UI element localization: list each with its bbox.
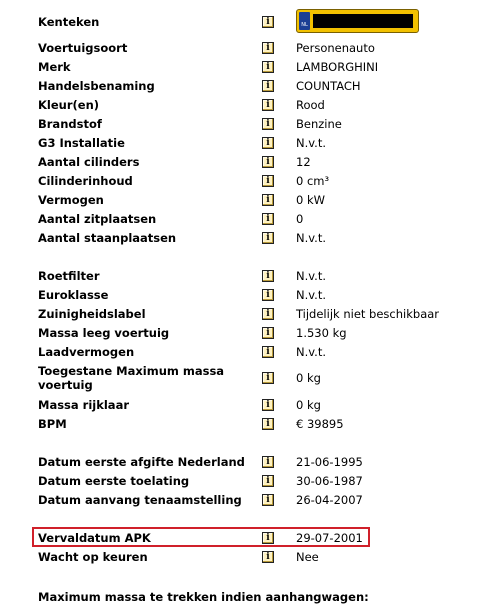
row-value: 29-07-2001 <box>296 530 363 545</box>
info-icon[interactable]: i <box>262 308 274 320</box>
info-icon[interactable]: i <box>262 399 274 411</box>
row-cilinderinhoud <box>0 171 482 190</box>
row-label: Aantal zitplaatsen <box>38 211 157 226</box>
row-voertuigsoort <box>0 38 482 57</box>
row-label: Datum aanvang tenaamstelling <box>38 492 242 507</box>
row-value: 26-04-2007 <box>296 492 363 507</box>
row-label: Kleur(en) <box>38 97 100 112</box>
row-value: Rood <box>296 97 325 112</box>
row-label: BPM <box>38 416 67 431</box>
row-label: Kenteken <box>38 14 100 29</box>
row-brandstof <box>0 114 482 133</box>
info-icon[interactable]: i <box>262 175 274 187</box>
row-label: Massa leeg voertuig <box>38 325 170 340</box>
row-label: Wacht op keuren <box>38 549 148 564</box>
row-g3-installatie <box>0 133 482 152</box>
eu-flag-icon: NL <box>299 12 310 30</box>
row-value: 1.530 kg <box>296 325 347 340</box>
info-icon[interactable]: i <box>262 118 274 130</box>
row-value: 21-06-1995 <box>296 454 363 469</box>
info-icon[interactable]: i <box>262 494 274 506</box>
row-handelsbenaming <box>0 76 482 95</box>
row-datum-eerste-afgifte <box>0 452 482 471</box>
row-value: Benzine <box>296 116 342 131</box>
row-value: 0 <box>296 211 304 226</box>
info-icon[interactable]: i <box>262 80 274 92</box>
row-value: € 39895 <box>296 416 344 431</box>
row-vermogen <box>0 190 482 209</box>
row-label: Aantal cilinders <box>38 154 140 169</box>
info-icon[interactable]: i <box>262 270 274 282</box>
row-laadvermogen <box>0 342 482 361</box>
info-icon[interactable]: i <box>262 475 274 487</box>
row-label: Roetfilter <box>38 268 100 283</box>
row-label: Merk <box>38 59 71 74</box>
row-datum-aanvang-tenaamstelling <box>0 490 482 509</box>
row-label: Voertuigsoort <box>38 40 128 55</box>
row-kleur <box>0 95 482 114</box>
row-merk <box>0 57 482 76</box>
row-value: N.v.t. <box>296 287 326 302</box>
info-icon[interactable]: i <box>262 61 274 73</box>
info-icon[interactable]: i <box>262 42 274 54</box>
info-icon[interactable]: i <box>262 532 274 544</box>
info-icon[interactable]: i <box>262 16 274 28</box>
info-icon[interactable]: i <box>262 213 274 225</box>
row-label: Brandstof <box>38 116 102 131</box>
info-icon[interactable]: i <box>262 327 274 339</box>
row-wacht-op-keuren <box>0 547 482 566</box>
row-label: Toegestane Maximum massa voertuig <box>38 364 225 392</box>
info-icon[interactable]: i <box>262 418 274 430</box>
row-value: Nee <box>296 549 319 564</box>
row-label: Cilinderinhoud <box>38 173 133 188</box>
row-label: Massa rijklaar <box>38 397 129 412</box>
license-plate <box>296 9 419 33</box>
row-toegestane-maximum-massa <box>0 362 482 394</box>
info-icon[interactable]: i <box>262 156 274 168</box>
row-vervaldatum-apk <box>0 528 482 547</box>
row-aantal-staanplaatsen <box>0 228 482 247</box>
row-aantal-cilinders <box>0 152 482 171</box>
row-label: Datum eerste toelating <box>38 473 190 488</box>
row-value: N.v.t. <box>296 230 326 245</box>
plate-number-redacted <box>313 14 413 28</box>
row-massa-rijklaar <box>0 395 482 414</box>
row-label: Aantal staanplaatsen <box>38 230 177 245</box>
row-roetfilter <box>0 266 482 285</box>
row-value: N.v.t. <box>296 344 326 359</box>
row-label: G3 Installatie <box>38 135 125 150</box>
row-value: LAMBORGHINI <box>296 59 379 74</box>
row-label: Euroklasse <box>38 287 109 302</box>
row-label: Handelsbenaming <box>38 78 155 93</box>
info-icon[interactable]: i <box>262 346 274 358</box>
row-datum-eerste-toelating <box>0 471 482 490</box>
section-heading-aanhangwagen: Maximum massa te trekken indien aanhangwagen: <box>38 590 369 604</box>
row-zuinigheidslabel <box>0 304 482 323</box>
info-icon[interactable]: i <box>262 137 274 149</box>
row-label: Vervaldatum APK <box>38 530 151 545</box>
row-euroklasse <box>0 285 482 304</box>
row-value: 30-06-1987 <box>296 473 363 488</box>
row-value: Tijdelijk niet beschikbaar <box>296 306 440 321</box>
row-value: 0 kg <box>296 371 321 385</box>
info-icon[interactable]: i <box>262 372 274 384</box>
row-label: Datum eerste afgifte Nederland <box>38 454 245 469</box>
info-icon[interactable]: i <box>262 456 274 468</box>
row-label: Zuinigheidslabel <box>38 306 146 321</box>
row-massa-leeg-voertuig <box>0 323 482 342</box>
info-icon[interactable]: i <box>262 99 274 111</box>
row-aantal-zitplaatsen <box>0 209 482 228</box>
row-value: N.v.t. <box>296 135 326 150</box>
row-value: 0 kW <box>296 192 326 207</box>
info-icon[interactable]: i <box>262 289 274 301</box>
row-value: Personenauto <box>296 40 375 55</box>
row-bpm <box>0 414 482 433</box>
row-value: 0 kg <box>296 397 321 412</box>
row-value: COUNTACH <box>296 78 361 93</box>
info-icon[interactable]: i <box>262 551 274 563</box>
info-icon[interactable]: i <box>262 194 274 206</box>
row-value: 0 cm³ <box>296 173 330 188</box>
row-value: N.v.t. <box>296 268 326 283</box>
info-icon[interactable]: i <box>262 232 274 244</box>
row-label: Laadvermogen <box>38 344 135 359</box>
row-value: 12 <box>296 154 311 169</box>
row-label: Vermogen <box>38 192 104 207</box>
